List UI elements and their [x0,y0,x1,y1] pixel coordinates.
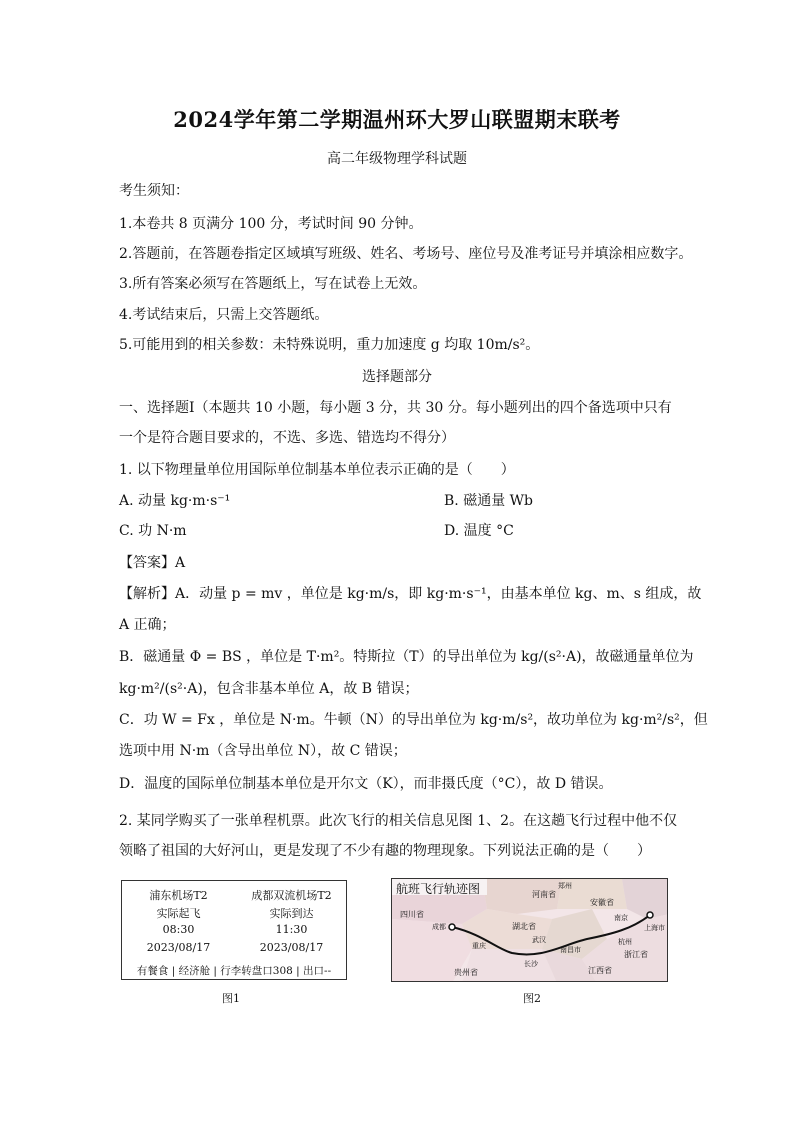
ticket-footer: 有餐食 | 经济舱 | 行李转盘口308 | 出口-- [136,965,332,977]
q1-analysis-l4: kg·m²/(s²·A)，包含非基本单位 A，故 B 错误； [119,681,419,697]
map-label-chongqing: 重庆 [472,942,486,950]
q1-answer: 【答案】A [119,555,186,571]
map-label-henan: 河南省 [532,890,556,899]
q2-stem-line2: 领略了祖国的大好河山，更是发现了不少有趣的物理现象。下列说法正确的是（ ） [119,843,651,859]
map-label-jiangxi: 江西省 [588,966,612,975]
arrival-time: 11:30 [275,923,308,936]
figure2-caption: 图2 [523,992,541,1005]
arrival-label: 实际到达 [269,907,314,920]
q1-option-c: C. 功 N·m [119,523,187,539]
departure-label: 实际起飞 [156,907,201,920]
exam-subtitle: 高二年级物理学科试题 [327,151,467,167]
map-label-hangzhou: 杭州 [618,938,632,946]
chengdu-marker [449,924,455,930]
q1-analysis-l7: D．温度的国际单位制基本单位是开尔文（K），而非摄氏度（°C），故 D 错误。 [119,776,613,792]
notice-heading: 考生须知： [119,183,189,199]
map-label-nanchang: 南昌市 [560,946,581,954]
map-label-hubei: 湖北省 [512,922,536,931]
departure-time: 08:30 [162,923,195,936]
flight-path-map [391,878,668,982]
departure-airport: 浦东机场T2 [149,889,208,902]
notice-item-5: 5.可能用到的相关参数：未特殊说明，重力加速度 g 均取 10m/s²。 [119,337,540,353]
q1-analysis-l1: 【解析】A．动量 p = mv ，单位是 kg·m/s，即 kg·m·s⁻¹，由基本单位 kg、m、s 组成，故 [119,586,702,602]
notice-item-2: 2.答题前，在答题卷指定区域填写班级、姓名、考场号、座位号及准考证号并填涂相应数字。 [119,246,693,262]
notice-item-3: 3.所有答案必须写在答题纸上，写在试卷上无效。 [119,276,427,292]
q2-stem-line1: 2. 某同学购买了一张单程机票。此次飞行的相关信息见图 1、2。在这趟飞行过程中他不仅 [119,813,678,829]
q1-analysis-l5: C．功 W = Fx ，单位是 N·m。牛顿（N）的导出单位为 kg·m/s²，故功单位为 kg·m²/s²，但 [119,712,708,728]
figure1-caption: 图1 [222,992,240,1005]
q1-option-d: D. 温度 °C [444,523,514,539]
flight-ticket-figure [121,880,347,980]
map-label-guizhou: 贵州省 [454,968,478,977]
section-intro-line1: 一、选择题Ⅰ（本题共 10 小题，每小题 3 分，共 30 分。每小题列出的四个备选项中只有 [119,400,672,416]
map-label-chengdu: 成都 [432,923,446,931]
notice-item-1: 1.本卷共 8 页满分 100 分，考试时间 90 分钟。 [119,216,423,232]
notice-item-4: 4.考试结束后，只需上交答题纸。 [119,307,329,323]
map-label-anhui: 安徽省 [590,898,614,907]
q1-stem: 1. 以下物理量单位用国际单位制基本单位表示正确的是（ ） [119,462,515,478]
map-label-shanghai: 上海市 [644,924,665,932]
exam-title: 2024学年第二学期温州环大罗山联盟期末联考 [173,107,621,132]
map-label-nanjing: 南京 [614,914,628,922]
q1-analysis-l6: 选项中用 N·m（含导出单位 N），故 C 错误； [119,743,407,759]
q1-option-b: B. 磁通量 Wb [444,493,533,509]
q1-analysis-l2: A 正确； [119,617,176,633]
map-title: 航班飞行轨迹图 [396,882,481,896]
arrival-date: 2023/08/17 [259,941,324,954]
map-label-changsha: 长沙 [524,960,538,968]
map-label-zhengzhou: 郑州 [558,882,572,890]
q1-option-a: A. 动量 kg·m·s⁻¹ [119,493,231,509]
q1-analysis-l3: B．磁通量 Φ = BS ，单位是 T·m²。特斯拉（T）的导出单位为 kg/(s²·A)，故磁通量单位为 [119,649,694,665]
departure-date: 2023/08/17 [146,941,211,954]
map-label-sichuan: 四川省 [400,910,424,919]
arrival-airport: 成都双流机场T2 [251,889,332,902]
section-title: 选择题部分 [362,369,432,385]
map-label-wuhan: 武汉 [532,936,546,944]
section-intro-line2: 一个是符合题目要求的，不选、多选、错选均不得分） [119,430,455,446]
map-label-zhejiang: 浙江省 [624,950,648,959]
shanghai-marker [647,912,653,918]
